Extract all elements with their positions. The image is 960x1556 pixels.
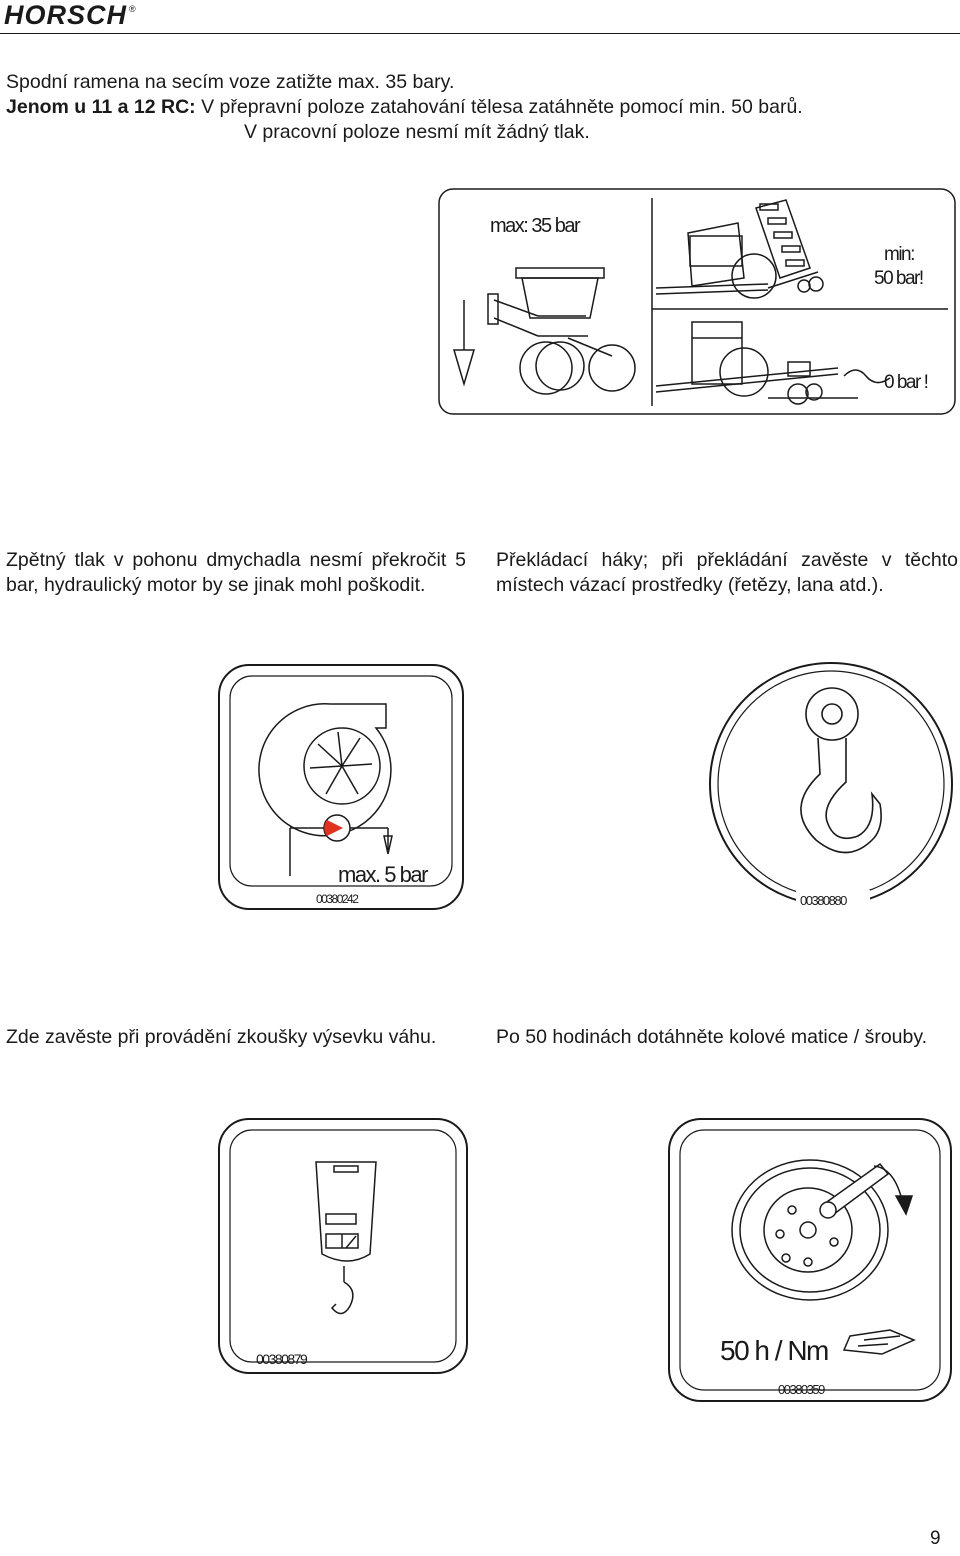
max-5-bar-label: max. 5 bar <box>338 862 427 887</box>
intro-line-1: Spodní ramena na secím voze zatižte max. 35 bary. <box>6 71 455 93</box>
transport-position-icon <box>656 200 823 298</box>
wheel-nut-sticker <box>668 1118 952 1402</box>
min-pressure-label-1: min: <box>884 244 914 265</box>
load-down-arrow-icon <box>454 300 474 384</box>
hook-sticker <box>708 658 954 914</box>
intro-paragraph <box>6 70 956 145</box>
scale-sticker <box>218 1118 468 1374</box>
blower-fan-icon <box>259 704 391 836</box>
wheel-nuts-paragraph: Po 50 hodinách dotáhněte kolové matice / šrouby. <box>496 1026 928 1048</box>
seed-cart-icon <box>488 268 635 394</box>
working-position-icon <box>656 322 890 404</box>
pressure-diagram <box>438 188 956 416</box>
sticker-code: 00380879 <box>256 1351 307 1367</box>
hydraulic-motor-icon <box>324 815 350 841</box>
sticker-code: 00380242 <box>316 892 358 906</box>
intro-line-2: Jenom u 11 a 12 RC: V přepravní poloze zatahování tělesa zatáhněte pomocí min. 50 barů. <box>6 96 803 118</box>
min-pressure-label-2: 50 bar! <box>874 268 923 289</box>
manual-book-icon <box>844 1330 914 1354</box>
header-rule <box>0 33 960 34</box>
blower-sticker <box>218 664 464 910</box>
sticker-code: 00380880 <box>800 893 846 908</box>
zero-pressure-label: 0 bar ! <box>884 372 928 393</box>
horsch-logo: HORSCH ® <box>4 0 137 30</box>
page-number: 9 <box>930 1528 941 1549</box>
scale-hook-paragraph: Zde zavěste při provádění zkoušky výsevku váhu. <box>6 1026 437 1048</box>
intro-line-3: V pracovní poloze nesmí mít žádný tlak. <box>244 121 590 143</box>
hanging-scale-icon <box>316 1162 376 1314</box>
sticker-code: 00380359 <box>778 1382 824 1397</box>
hook-icon <box>801 688 881 853</box>
max-pressure-label: max: 35 bar <box>490 215 580 237</box>
blower-pressure-paragraph: Zpětný tlak v pohonu dmychadla nesmí překročit 5 bar, hydraulický motor by se jinak mohl poškodit. <box>6 549 466 596</box>
loading-hooks-paragraph: Překládací háky; při překládání zavěste v těchto místech vázací prostředky (řetězy, lana atd.). <box>496 549 958 596</box>
50h-nm-label: 50 h / Nm <box>720 1335 828 1366</box>
